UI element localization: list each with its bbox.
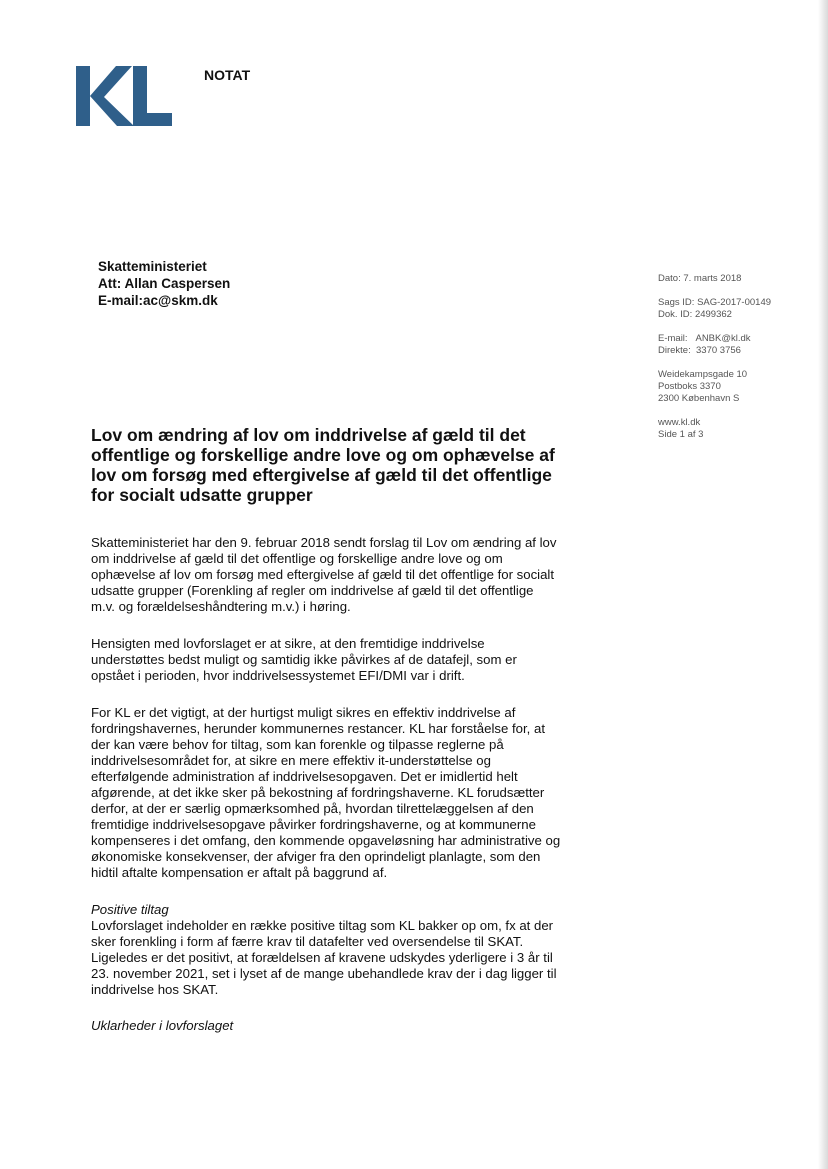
recipient-name: Skatteministeriet <box>98 259 207 274</box>
page-edge-shadow <box>818 0 828 1169</box>
document-title: Lov om ændring af lov om inddrivelse af gæld til det offentlige og forskellige andre love og om ophævelse af lov om forsøg med eftergivelse af gæld til det offentlige for socialt udsatte grupper <box>91 425 555 505</box>
recipient-email: E-mail:ac@skm.dk <box>98 293 218 308</box>
meta-city: 2300 København S <box>658 393 740 404</box>
meta-sidebar <box>658 273 818 453</box>
meta-phone-label: Direkte: <box>658 345 691 356</box>
body-paragraph-2: Hensigten med lovforslaget er at sikre, at den fremtidige inddrivelse understøttes bedst muligt og samtidig ikke påvirkes af de datafejl, som er opstået i perioden, hvor inddrivelsessystemet EFI/DMI var i drift. <box>91 636 517 683</box>
meta-date: Dato: 7. marts 2018 <box>658 273 742 284</box>
kl-logo <box>76 66 172 126</box>
meta-case-id: Sags ID: SAG-2017-00149 <box>658 297 772 308</box>
meta-pobox: Postboks 3370 <box>658 381 721 392</box>
meta-phone: 3370 3756 <box>696 345 741 356</box>
document-body <box>91 535 561 1055</box>
meta-doc-id: Dok. ID: 2499362 <box>658 309 732 320</box>
recipient-attention: Att: Allan Caspersen <box>98 276 231 291</box>
meta-page-number: Side 1 af 3 <box>658 429 704 440</box>
document-type: NOTAT <box>204 67 251 83</box>
section-positive-tiltag <box>91 902 561 998</box>
meta-website-link[interactable]: www.kl.dk <box>658 417 701 428</box>
body-paragraph-4: Lovforslaget indeholder en række positive tiltag som KL bakker op om, fx at der sker forenkling i form af færre krav til datafelter ved oversendelse til SKAT. Ligeledes er det positivt, at forældelsen af kravene udskydes yderligere i 3 år til 23. november 2021, set i lyset af de mange ubehandlede krav der i dag ligger til inddrivelse hos SKAT. <box>91 918 557 997</box>
section-heading-uklarheder: Uklarheder i lovforslaget <box>91 1018 234 1033</box>
meta-street: Weidekampsgade 10 <box>658 369 748 380</box>
meta-email-link[interactable]: ANBK@kl.dk <box>695 333 751 344</box>
meta-email-label: E-mail: <box>658 333 688 344</box>
recipient-block <box>98 258 230 309</box>
body-paragraph-3: For KL er det vigtigt, at der hurtigst muligt sikres en effektiv inddrivelse af fordringshavernes, herunder kommunernes restancer. KL har forståelse for, at der kan være behov for tiltag, som kan forenkle og tilpasse reglerne på inddrivelsesområdet for, at sikre en mere effektiv it-understøttelse og efterfølgende administration af inddrivelsesopgaven. Det er imidlertid helt afgørende, at det ikke sker på bekostning af fordringshaverne. KL forudsætter derfor, at der er særlig opmærksomhed på, hvordan tilrettelæggelsen af den fremtidige inddrivelsesopgave påvirker fordringshaverne, og at kommunerne kompenseres i det omfang, den kommende opgaveløsning har administrative og økonomiske konsekvenser, der afviger fra den oprindeligt planlagte, som den hidtil aftalte kompensation er aftalt på baggrund af. <box>91 705 561 880</box>
section-heading-positive: Positive tiltag <box>91 902 169 917</box>
body-paragraph-1: Skatteministeriet har den 9. februar 2018 sendt forslag til Lov om ændring af lov om inddrivelse af gæld til det offentlige og forskellige andre love og om ophævelse af lov om forsøg med eftergivelse af gæld til det offentlige for socialt udsatte grupper (Forenkling af regler om inddrivelse af gæld til det offentlige m.v. og forældelseshåndtering m.v.) i høring. <box>91 535 557 614</box>
